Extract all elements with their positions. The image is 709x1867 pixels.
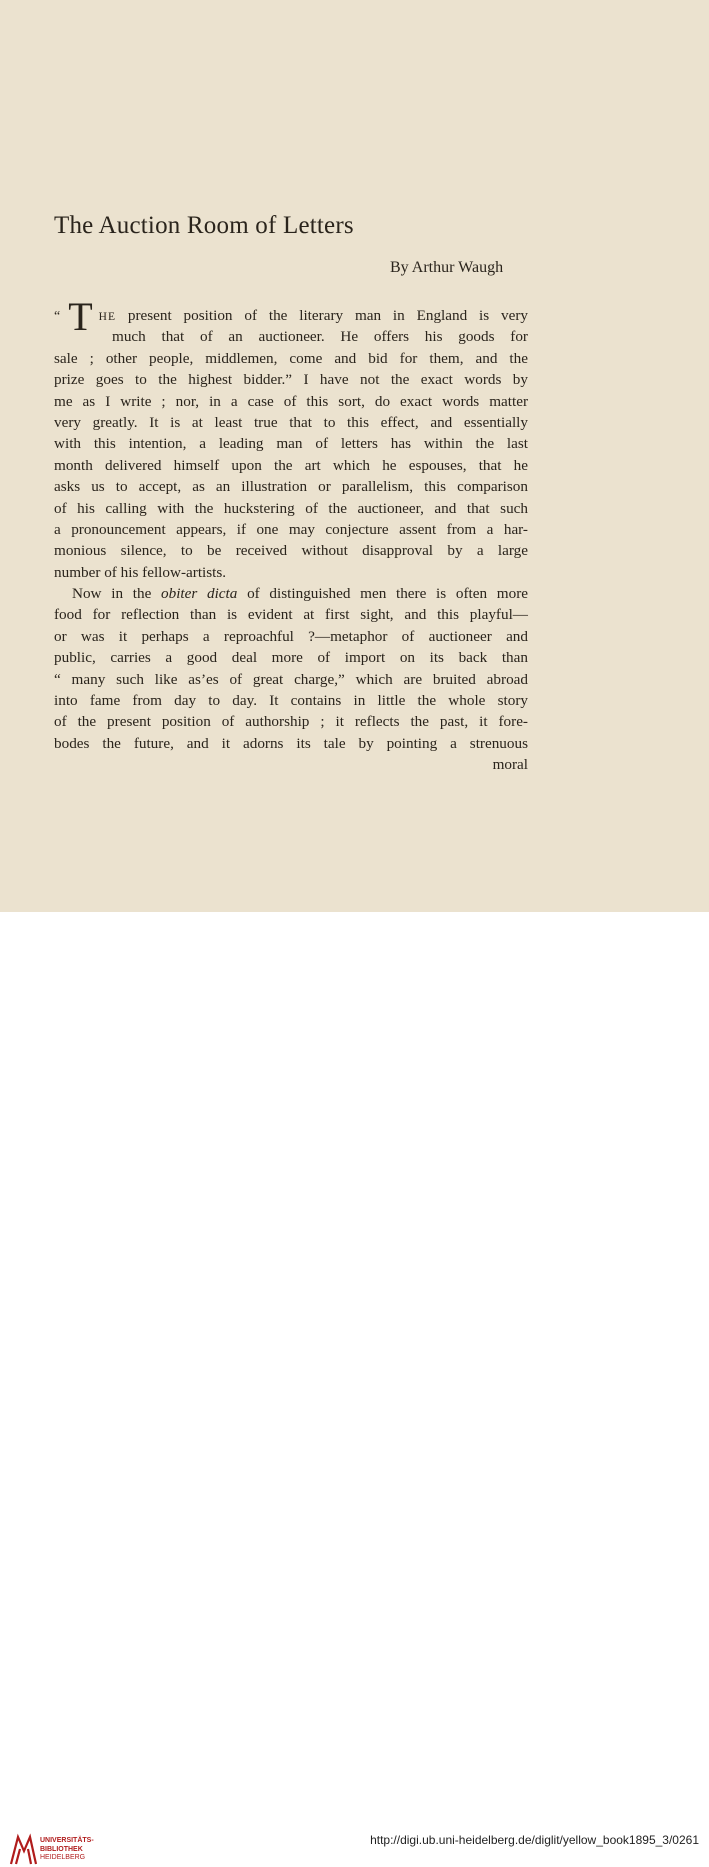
body-line-8: month delivered himself upon the art which he espouses, that he	[54, 456, 528, 474]
opening-quote: “	[54, 309, 61, 324]
body-line-11: a pronouncement appears, if one may conjecture assent from a har-	[54, 520, 528, 538]
p2-start: Now in the	[72, 585, 162, 603]
permalink-url[interactable]: http://digi.ub.uni-heidelberg.de/diglit/yellow_book1895_3/0261	[370, 1833, 699, 1847]
p2-line-3: or was it perhaps a reproachful ?—metaphor of auctioneer and	[54, 627, 528, 645]
viewer-footer	[0, 912, 709, 1861]
body-line-5: me as I write ; nor, in a case of this sort, do exact words matter	[54, 392, 528, 410]
body-line-9: asks us to accept, as an illustration or parallelism, this comparison	[54, 478, 528, 496]
library-name[interactable]	[40, 1837, 94, 1863]
scanned-page	[0, 0, 709, 912]
p2-rest: of distinguished men there is often more	[237, 585, 528, 603]
p2-line-8: bodes the future, and it adorns its tale by pointing a strenuous	[54, 734, 528, 752]
p2-line-6: into fame from day to day. It contains in little the whole story	[54, 692, 528, 710]
body-line-2: much that of an auctioneer. He offers his goods for	[112, 328, 528, 346]
p2-line-4: public, carries a good deal more of import on its back than	[54, 649, 528, 667]
article-title: The Auction Room of Letters	[54, 212, 354, 239]
byline: By Arthur Waugh	[390, 259, 504, 276]
library-line-1: UNIVERSITÄTS-	[40, 1837, 94, 1844]
body-line-4: prize goes to the highest bidder.” I have not the exact words by	[54, 371, 528, 389]
library-line-2: BIBLIOTHEK	[40, 1845, 83, 1853]
university-library-logo-icon[interactable]	[8, 1833, 38, 1867]
p2-line-5: “ many such like as’es of great charge,” which are bruited abroad	[54, 670, 528, 688]
italic-phrase: obiter dicta	[161, 585, 238, 603]
body-line-12: monious silence, to be received without disapproval by a large	[54, 542, 528, 560]
body-line-10: of his calling with the huckstering of the auctioneer, and that such	[54, 499, 528, 517]
p2-line-7: of the present position of authorship ; it reflects the past, it fore-	[54, 713, 528, 731]
catchword: moral	[492, 756, 528, 774]
body-line-3: sale ; other people, middlemen, come and bid for them, and the	[54, 349, 528, 367]
body-line-6: very greatly. It is at least true that to this effect, and essentially	[54, 413, 528, 431]
p2-line-2: food for reflection than is evident at first sight, and this playful—	[54, 606, 528, 624]
p2-line-1	[54, 583, 528, 604]
article-body	[54, 294, 529, 776]
drop-cap: T	[68, 294, 93, 339]
body-line-7: with this intention, a leading man of letters has within the last	[54, 435, 528, 453]
body-line-text: present position of the literary man in England is very	[127, 307, 529, 324]
library-line-3: HEIDELBERG	[40, 1854, 86, 1861]
body-line-13: number of his fellow-artists.	[54, 563, 227, 581]
first-word-smallcaps: HE	[98, 311, 116, 323]
